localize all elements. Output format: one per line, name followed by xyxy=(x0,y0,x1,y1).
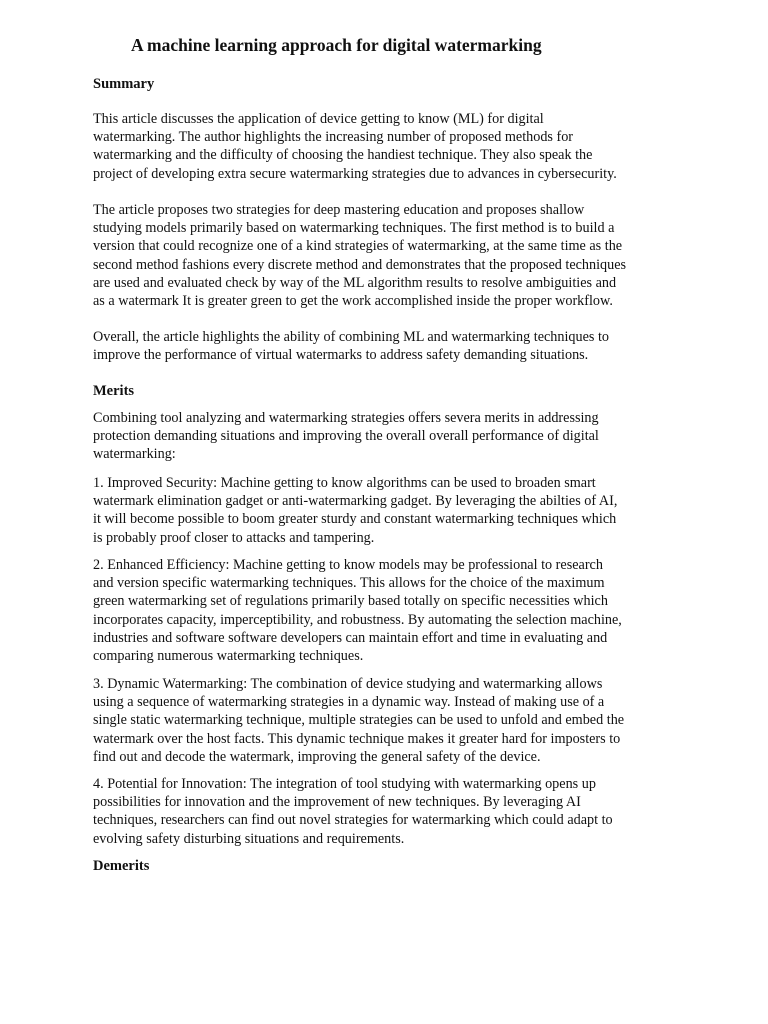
summary-paragraph-2 xyxy=(93,201,678,310)
paragraph-line: techniques, researchers can find out novel strategies for watermarking which could adapt to xyxy=(93,812,613,829)
paragraph-line: as a watermark It is greater green to get the work accomplished inside the proper workflow. xyxy=(93,293,613,310)
demerits-section xyxy=(93,857,678,875)
paragraph-line: Combining tool analyzing and watermarking strategies offers severa merits in addressing xyxy=(93,410,599,426)
paragraph-line: incorporates capacity, imperceptibility, and robustness. By automating the selection machine, xyxy=(93,611,622,628)
paragraph-line: watermark over the host facts. This dynamic technique makes it greater hard for imposters to xyxy=(93,730,621,747)
paragraph-line: This article discusses the application of device getting to know (ML) for digital xyxy=(93,111,544,127)
paragraph-line: project of developing extra secure watermarking strategies due to advances in cybersecurity. xyxy=(93,165,617,182)
paragraph-line: version that could recognize one of a kind strategies of watermarking, at the same time as the xyxy=(93,238,623,255)
document-title: A machine learning approach for digital watermarking xyxy=(131,35,542,55)
merits-heading: Merits xyxy=(93,383,135,399)
paragraph-line: watermarking and the difficulty of choosing the handiest technique. They also speak the xyxy=(93,147,593,164)
paragraph-line: are used and evaluated check by way of the ML algorithm results to resolve ambiguities and xyxy=(93,274,617,291)
summary-paragraph-3 xyxy=(93,328,678,364)
paragraph-line: 4. Potential for Innovation: The integration of tool studying with watermarking opens up xyxy=(93,776,596,792)
paragraph-line: watermarking: xyxy=(93,446,176,463)
paragraph-line: possibilities for innovation and the improvement of new techniques. By leveraging AI xyxy=(93,794,581,811)
paragraph-line: find out and decode the watermark, improving the general safety of the device. xyxy=(93,748,541,765)
merits-section xyxy=(93,382,678,400)
demerits-heading: Demerits xyxy=(93,858,150,874)
merit-item-4 xyxy=(93,775,678,848)
paragraph-line: 1. Improved Security: Machine getting to know algorithms can be used to broaden smart xyxy=(93,475,596,491)
paragraph-line: Overall, the article highlights the ability of combining ML and watermarking techniques to xyxy=(93,329,610,345)
merits-intro xyxy=(93,409,678,464)
paragraph-line: industries and software software developers can maintain effort and time in evaluating and xyxy=(93,629,608,646)
summary-section xyxy=(93,75,678,93)
summary-paragraph-1 xyxy=(93,110,678,183)
paragraph-line: second method fashions every discrete method and demonstrates that the proposed techniques xyxy=(93,256,627,273)
paragraph-line: 2. Enhanced Efficiency: Machine getting to know models may be professional to research xyxy=(93,557,603,573)
paragraph-line: studying models primarily based on watermarking techniques. The first method is to build a xyxy=(93,220,615,237)
merit-item-2 xyxy=(93,556,678,665)
paragraph-line: 3. Dynamic Watermarking: The combination of device studying and watermarking allows xyxy=(93,676,603,692)
summary-heading: Summary xyxy=(93,76,155,92)
merit-item-3 xyxy=(93,675,678,766)
paragraph-line: comparing numerous watermarking techniques. xyxy=(93,648,364,665)
paragraph-line: using a sequence of watermarking strategies in a dynamic way. Instead of making use of a xyxy=(93,694,605,711)
merit-item-1 xyxy=(93,474,678,547)
paragraph-line: single static watermarking technique, multiple strategies can be used to unfold and embed the xyxy=(93,712,625,729)
paragraph-line: watermarking. The author highlights the increasing number of proposed methods for xyxy=(93,129,574,146)
paragraph-line: evolving safety disturbing situations and requirements. xyxy=(93,830,405,847)
paragraph-line: The article proposes two strategies for deep mastering education and proposes shallow xyxy=(93,202,585,218)
paragraph-line: watermark elimination gadget or anti-watermarking gadget. By leveraging the abilties of AI, xyxy=(93,493,618,510)
paragraph-line: is probably proof closer to attacks and tampering. xyxy=(93,529,375,546)
paragraph-line: protection demanding situations and improving the overall overall performance of digital xyxy=(93,428,599,445)
paragraph-line: green watermarking set of regulations primarily based totally on specific necessities which xyxy=(93,593,608,610)
paragraph-line: it will become possible to boom greater sturdy and constant watermarking techniques which xyxy=(93,511,617,528)
paragraph-line: improve the performance of virtual watermarks to address safety demanding situations. xyxy=(93,347,589,364)
paragraph-line: and version specific watermarking techniques. This allows for the choice of the maximum xyxy=(93,575,605,592)
